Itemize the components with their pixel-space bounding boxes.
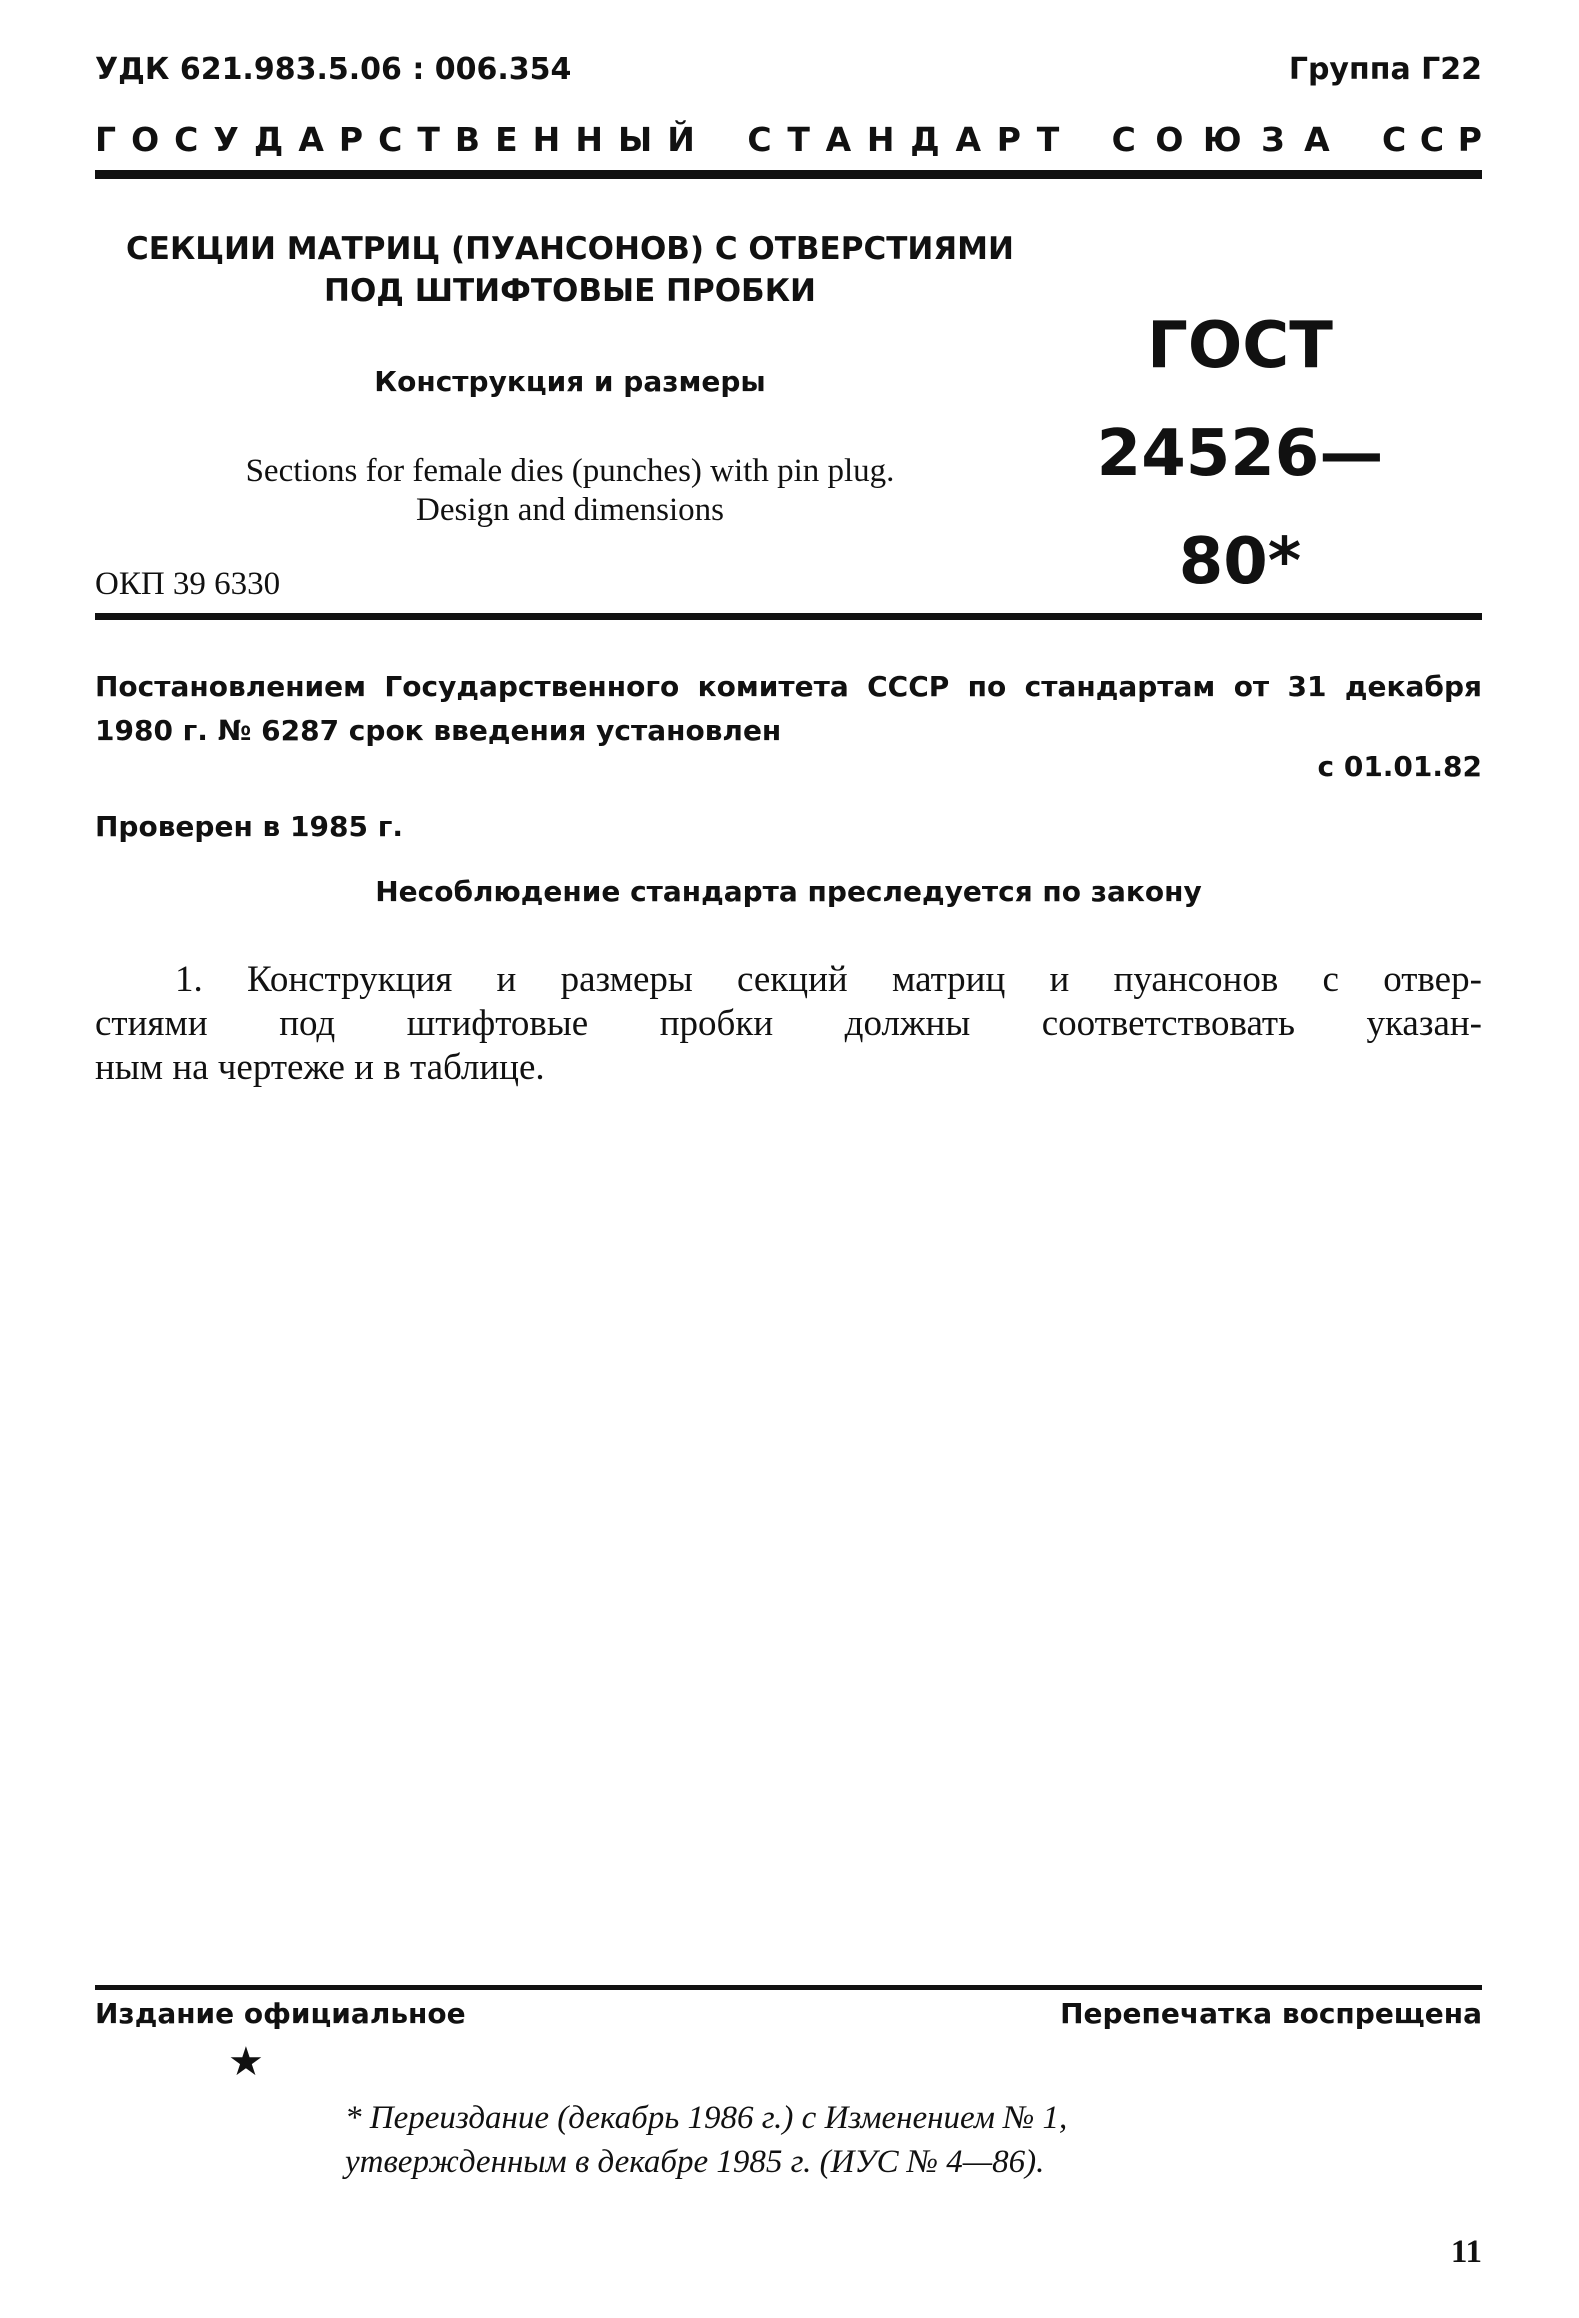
decree-text (95, 665, 1482, 753)
paragraph-line-1: 1. Конструкция и размеры секций матриц и пуансонов с отвер- (175, 959, 1482, 1000)
state-standard-banner (95, 120, 1482, 159)
body-paragraph (95, 958, 1482, 1090)
group-code: Группа Г22 (1288, 52, 1482, 87)
law-notice: Несоблюдение стандарта преследуется по закону (375, 875, 1202, 908)
udc-code: УДК 621.983.5.06 : 006.354 (95, 52, 572, 87)
reissue-footnote (345, 2096, 1345, 2184)
decree-line-1: Постановлением Государственного комитета СССР по стандартам от 31 декабря (95, 670, 1482, 703)
english-title-line-2: Design and dimensions (416, 492, 724, 528)
footnote-line-1: * Переиздание (декабрь 1986 г.) с Изменением № 1, (345, 2100, 1068, 2136)
paragraph-line-2: стиями под штифтовые пробки должны соответствовать указан- (95, 1003, 1482, 1044)
standard-designation (1040, 292, 1440, 616)
banner-word-union: С О Ю З А (1111, 120, 1330, 159)
decree-line-2: 1980 г. № 6287 срок введения установлен (95, 714, 782, 747)
english-title-line-1: Sections for female dies (punches) with pin plug. (245, 453, 895, 489)
document-title (120, 228, 1020, 312)
official-edition-label: Издание официальное (95, 1997, 466, 2030)
banner-word-state: Г О С У Д А Р С Т В Е Н Н Ы Й (95, 120, 695, 159)
document-subtitle: Конструкция и размеры (374, 365, 766, 398)
footnote-line-2: утвержденным в декабре 1985 г. (ИУС № 4—86). (345, 2144, 1045, 2180)
banner-word-standard: С Т А Н Д А Р Т (747, 120, 1060, 159)
page-number: 11 (1450, 2234, 1482, 2270)
star-icon: ★ (228, 2039, 264, 2084)
title-line-1: СЕКЦИИ МАТРИЦ (ПУАНСОНОВ) С ОТВЕРСТИЯМИ (126, 231, 1014, 267)
standard-number: 24526—80* (1096, 417, 1384, 599)
okp-code: ОКП 39 6330 (95, 566, 281, 602)
banner-rule (95, 170, 1482, 179)
checked-note: Проверен в 1985 г. (95, 810, 403, 843)
effective-date: с 01.01.82 (1317, 750, 1482, 783)
okp-rule (95, 613, 1482, 620)
english-title (120, 452, 1020, 530)
standard-label: ГОСТ (1147, 309, 1333, 383)
paragraph-line-3: ным на чертеже и в таблице. (95, 1047, 545, 1088)
reprint-prohibited-label: Перепечатка воспрещена (1060, 1997, 1482, 2030)
title-line-2: ПОД ШТИФТОВЫЕ ПРОБКИ (324, 273, 816, 309)
footer-rule (95, 1985, 1482, 1990)
banner-word-ussr: С С Р (1381, 120, 1482, 159)
